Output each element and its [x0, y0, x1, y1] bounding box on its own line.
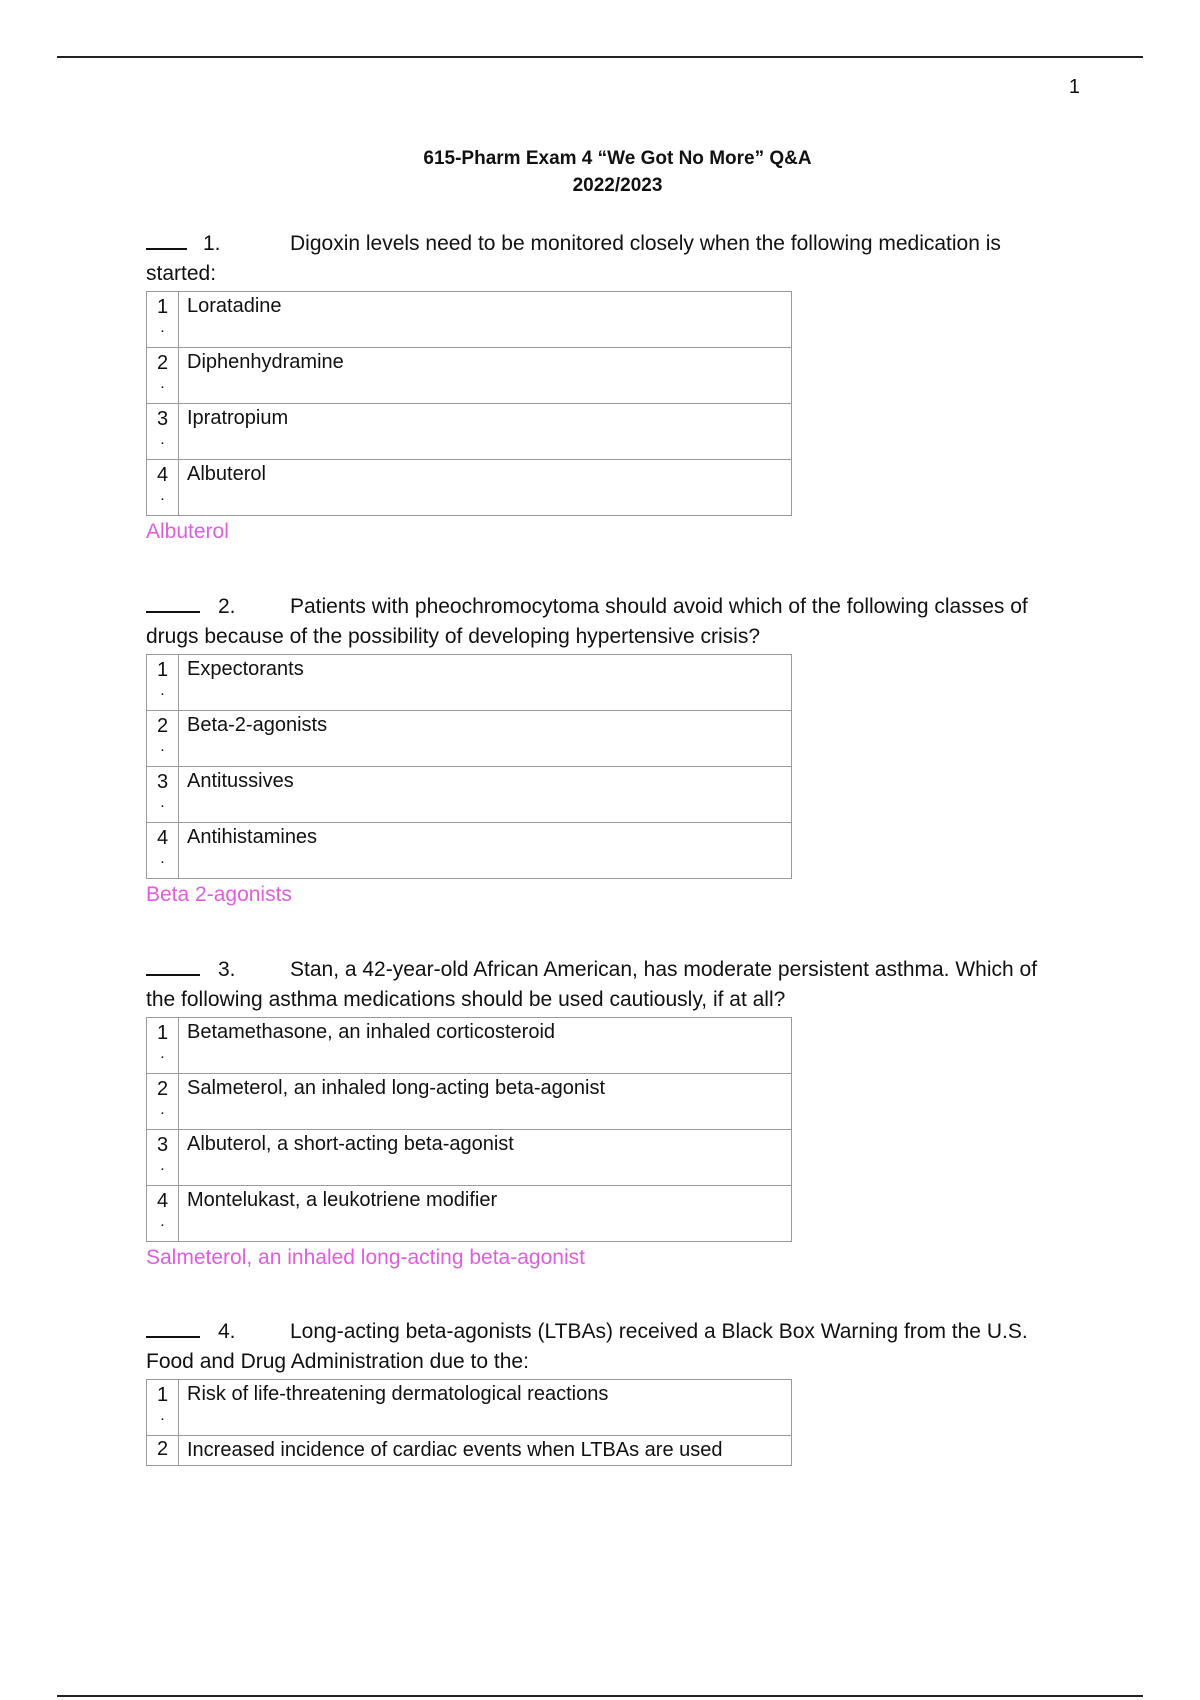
question-number: 4. — [218, 1320, 236, 1343]
top-rule — [57, 56, 1143, 58]
option-text: Loratadine — [179, 292, 792, 348]
answer-blank — [146, 956, 200, 976]
question-stem-line1: Patients with pheochromocytoma should avoid which of the following classes of — [290, 595, 1028, 618]
option-number: 2 . — [147, 348, 179, 404]
option-text: Betamethasone, an inhaled corticosteroid — [179, 1018, 792, 1074]
option-row[interactable] — [147, 823, 792, 879]
bottom-rule — [57, 1695, 1143, 1697]
option-text: Albuterol — [179, 460, 792, 516]
option-number: 4 . — [147, 823, 179, 879]
option-number: 1 . — [147, 292, 179, 348]
question-2 — [146, 592, 1096, 910]
document-subtitle: 2022/2023 — [572, 175, 663, 196]
option-number: 4 . — [147, 1186, 179, 1242]
option-number: 3 . — [147, 767, 179, 823]
question-stem-line1: Long-acting beta-agonists (LTBAs) received a Black Box Warning from the U.S. — [290, 1320, 1028, 1343]
options-table — [146, 1379, 792, 1466]
question-stem — [146, 1317, 1096, 1377]
answer-key: Albuterol — [146, 520, 229, 543]
option-text: Montelukast, a leukotriene modifier — [179, 1186, 792, 1242]
option-text: Antitussives — [179, 767, 792, 823]
question-4 — [146, 1317, 1096, 1466]
question-number: 2. — [218, 595, 236, 618]
option-number: 3 . — [147, 404, 179, 460]
page-number: 1 — [1068, 76, 1080, 98]
option-row[interactable] — [147, 711, 792, 767]
question-stem-line2: the following asthma medications should be used cautiously, if at all? — [146, 988, 786, 1011]
options-table — [146, 1017, 792, 1242]
option-text: Salmeterol, an inhaled long-acting beta-agonist — [179, 1074, 792, 1130]
question-stem-line1: Stan, a 42-year-old African American, has moderate persistent asthma. Which of — [290, 958, 1038, 981]
options-table — [146, 654, 792, 879]
answer-key: Beta 2-agonists — [146, 883, 292, 906]
option-text: Ipratropium — [179, 404, 792, 460]
option-row[interactable] — [147, 1186, 792, 1242]
question-stem — [146, 955, 1096, 1015]
document-title: 615-Pharm Exam 4 “We Got No More” Q&A — [423, 148, 812, 169]
question-stem-line1: Digoxin levels need to be monitored closely when the following medication is — [290, 232, 1001, 255]
document-title-block — [0, 145, 1200, 199]
option-row[interactable] — [147, 1130, 792, 1186]
answer-blank — [146, 230, 187, 250]
question-number: 3. — [218, 958, 236, 981]
option-number: 3 . — [147, 1130, 179, 1186]
question-stem-line2: Food and Drug Administration due to the: — [146, 1350, 529, 1373]
option-number: 1 . — [147, 655, 179, 711]
option-row[interactable] — [147, 1018, 792, 1074]
option-row[interactable] — [147, 655, 792, 711]
option-number: 1 . — [147, 1380, 179, 1436]
option-row[interactable] — [147, 767, 792, 823]
option-row[interactable] — [147, 348, 792, 404]
option-text: Expectorants — [179, 655, 792, 711]
option-number: 1 . — [147, 1018, 179, 1074]
question-number: 1. — [203, 232, 221, 255]
option-text: Diphenhydramine — [179, 348, 792, 404]
answer-blank — [146, 593, 200, 613]
option-row[interactable] — [147, 292, 792, 348]
question-stem — [146, 592, 1096, 652]
question-stem-line2: drugs because of the possibility of developing hypertensive crisis? — [146, 625, 761, 648]
answer-blank — [146, 1318, 200, 1338]
option-text: Albuterol, a short-acting beta-agonist — [179, 1130, 792, 1186]
options-table — [146, 291, 792, 516]
option-row[interactable] — [147, 404, 792, 460]
option-number: 2 . — [147, 1074, 179, 1130]
answer-key: Salmeterol, an inhaled long-acting beta-agonist — [146, 1246, 585, 1269]
option-text: Increased incidence of cardiac events when LTBAs are used — [179, 1436, 792, 1466]
option-text: Risk of life-threatening dermatological reactions — [179, 1380, 792, 1436]
option-number: 2 . — [147, 711, 179, 767]
option-row[interactable] — [147, 1436, 792, 1466]
option-text: Antihistamines — [179, 823, 792, 879]
option-row[interactable] — [147, 1380, 792, 1436]
option-row[interactable] — [147, 460, 792, 516]
option-row[interactable] — [147, 1074, 792, 1130]
option-text: Beta-2-agonists — [179, 711, 792, 767]
question-stem-line2: started: — [146, 262, 217, 285]
question-1 — [146, 229, 1096, 547]
question-3 — [146, 955, 1096, 1273]
question-stem — [146, 229, 1096, 289]
option-number: 2 — [147, 1436, 179, 1466]
option-number: 4 . — [147, 460, 179, 516]
